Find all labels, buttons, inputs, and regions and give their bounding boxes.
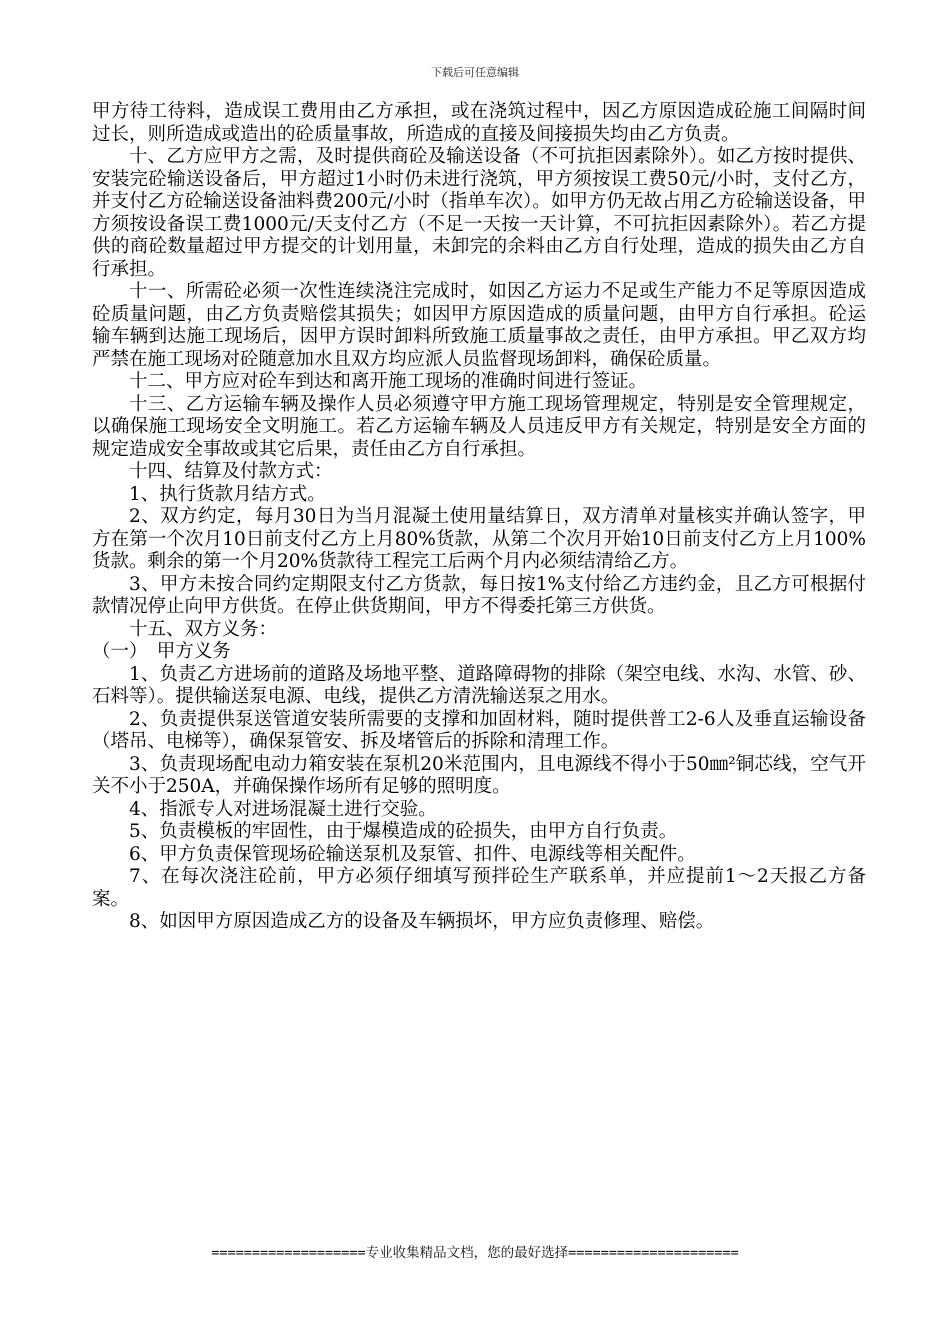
clause-13: 十三、乙方运输车辆及操作人员必须遵守甲方施工现场管理规定，特别是安全管理规定，以确保施工现场安全文明施工。若乙方运输车辆及人员违反甲方有关规定，特别是安全方面的规定造成安全事故或其它后果，责任由乙方自行承担。 [92, 393, 866, 460]
page-header: 下载后可任意编辑 [431, 66, 519, 79]
clause-10: 十、乙方应甲方之需，及时提供商砼及输送设备（不可抗拒因素除外）。如乙方按时提供、安装完砼输送设备后，甲方超过1小时仍未进行浇筑，甲方须按误工费50元/小时，支付乙方，并支付乙方砼输送设备油料费200元/小时（指单车次）。如甲方仍无故占用乙方砼输送设备，甲方须按设备误工费1000元/天支付乙方（不足一天按一天计算，不可抗拒因素除外）。若乙方提供的商砼数量超过甲方提交的计划用量，未卸完的余料由乙方自行处理，造成的损失由乙方自行承担。 [92, 146, 866, 280]
obligation-item-3: 3、负责现场配电动力箱安装在泵机20米范围内，且电源线不得小于50㎜²铜芯线，空气开关不小于250A，并确保操作场所有足够的照明度。 [92, 753, 866, 797]
obligation-item-7: 7、在每次浇注砼前，甲方必须仔细填写预拌砼生产联系单，并应提前1～2天报乙方备案。 [92, 866, 866, 910]
clause-14-item-2: 2、双方约定，每月30日为当月混凝土使用量结算日，双方清单对量核实并确认签字，甲方在第一个次月10日前支付乙方上月80%货款，从第二个次月开始10日前支付乙方上月100%货款。剩余的第一个月20%货款待工程完工后两个月内必须结清给乙方。 [92, 506, 866, 572]
obligation-item-5: 5、负责模板的牢固性，由于爆模造成的砼损失，由甲方自行负责。 [129, 821, 678, 842]
obligation-item-8: 8、如因甲方原因造成乙方的设备及车辆损坏，甲方应负责修理、赔偿。 [129, 911, 715, 932]
clause-12: 十二、甲方应对砼车到达和离开施工现场的准确时间进行签证。 [129, 371, 648, 392]
clause-11: 十一、所需砼必须一次性连续浇注完成时，如因乙方运力不足或生产能力不足等原因造成砼质量问题，由乙方负责赔偿其损失；如因甲方原因造成的质量问题，由甲方自行承担。砼运输车辆到达施工现场后，因甲方误时卸料所致施工质量事故之责任，由甲方承担。甲乙双方均严禁在施工现场对砼随意加水且双方均应派人员监督现场卸料，确保砼质量。 [92, 281, 866, 370]
obligation-item-1: 1、负责乙方进场前的道路及场地平整、道路障碍物的排除（架空电线、水沟、水管、砂、石料等）。提供输送泵电源、电线，提供乙方清洗输送泵之用水。 [92, 663, 866, 707]
clause-14-item-3: 3、甲方未按合同约定期限支付乙方货款，每日按1%支付给乙方违约金，且乙方可根据付款情况停止向甲方供货。在停止供货期间，甲方不得委托第三方供货。 [92, 573, 866, 617]
clause-14-heading: 十四、结算及付款方式： [129, 461, 333, 482]
page-footer: ===================专业收集精品文档，您的最好选择===================== [211, 1245, 739, 1261]
obligation-item-2: 2、负责提供泵送管道安装所需要的支撑和加固材料，随时提供普工2-6人及垂直运输设备（塔吊、电梯等），确保泵管安、拆及堵管后的拆除和清理工作。 [92, 708, 866, 752]
document-body [92, 101, 866, 934]
obligation-item-4: 4、指派专人对进场混凝土进行交验。 [129, 798, 437, 820]
clause-14-item-1: 1、执行货款月结方式。 [129, 483, 326, 505]
clause-15-heading: 十五、双方义务： [129, 618, 278, 640]
paragraph-continuation: 甲方待工待料，造成误工费用由乙方承担，或在浇筑过程中，因乙方原因造成砼施工间隔时间过长，则所造成或造出的砼质量事故，所造成的直接及间接损失均由乙方负责。 [92, 101, 866, 145]
party-a-obligations-heading: （一） 甲方义务 [92, 641, 231, 662]
obligation-item-6: 6、甲方负责保管现场砼输送泵机及泵管、扣件、电源线等相关配件。 [129, 843, 696, 865]
